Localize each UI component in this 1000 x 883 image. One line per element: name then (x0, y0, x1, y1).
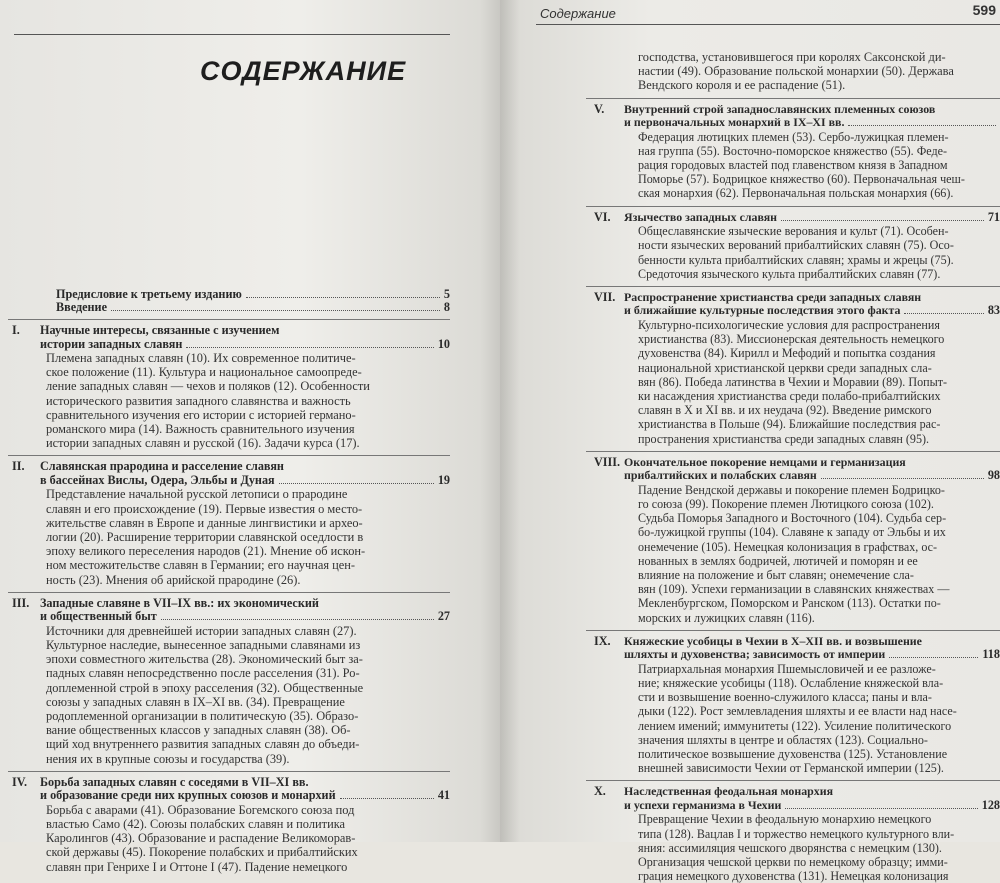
section-title: Язычество западных славян (624, 209, 778, 224)
toc-body-line: лением имений; иммунитеты (122). Усиление политического (638, 718, 952, 733)
toc-body-line: политическое возвышение духовенства (125). Установление (638, 747, 948, 762)
toc-page-number: 8 (443, 300, 450, 314)
toc-body-line: логии (20). Расширение территории славянской оседлости в (46, 530, 364, 545)
section-title: Распространение христианства среди западных славян (624, 289, 922, 304)
leader-dots (186, 347, 433, 348)
toc-entry-introduction[interactable] (6, 301, 450, 314)
section-body (638, 483, 1000, 625)
section-divider (8, 455, 450, 456)
section-title: и общественный быт (40, 609, 157, 624)
toc-body-line: властью Само (42). Союзы полабских славян и политика (46, 817, 346, 832)
toc-section[interactable] (584, 103, 1000, 201)
toc-page-number: 19 (437, 472, 450, 487)
section-title: Научные интересы, связанные с изучением (40, 323, 280, 337)
left-header-rule (14, 34, 450, 35)
toc-body-line: родоплеменной организации в политическую (35). Образо- (46, 709, 359, 724)
toc-body-line: го союза (99). Покорение племен Лютицкого союза (102). (638, 496, 934, 511)
toc-page-number: 83 (987, 303, 1000, 318)
toc-right (584, 50, 1000, 883)
section-number: II. (12, 459, 25, 474)
section-heading (584, 291, 1000, 318)
leader-dots (246, 297, 440, 298)
section-divider (586, 780, 1000, 781)
toc-body-line: вание общественных классов у западных славян (38). Об- (46, 723, 351, 738)
section-title: в бассейнах Вислы, Одера, Эльбы и Дуная (40, 472, 275, 487)
toc-body-line: онемечение (105). Немецкая колонизация в графствах, ос- (638, 539, 938, 554)
section-title: Окончательное покорение немцами и германизация (624, 454, 906, 469)
contents-title: СОДЕРЖАНИЕ (200, 56, 407, 86)
leader-dots (781, 220, 984, 221)
section-title: Княжеские усобицы в Чехии в X–XII вв. и возвышение (624, 633, 922, 648)
section-number: VI. (594, 209, 611, 224)
leader-dots (340, 798, 434, 799)
section-body (46, 487, 450, 586)
toc-body-line: значения шляхты в центре и областях (123). Социально- (638, 732, 928, 747)
leader-dots (821, 478, 984, 479)
toc-body-line: Превращение Чехии в феодальную монархию немецкого (638, 812, 932, 827)
page-number: 599 (972, 2, 996, 18)
section-number: V. (594, 101, 605, 116)
toc-body-line: внешней зависимости Чехии от Германской империи (125). (638, 761, 944, 776)
toc-page-number: 41 (437, 788, 450, 803)
toc-page-number: 5 (443, 287, 450, 301)
toc-section[interactable] (6, 324, 450, 450)
toc-body-line: национальной христианской церкви среди западных сла- (638, 360, 932, 375)
toc-body-line: ности языческих верований прибалтийских славян (75). Осо- (638, 238, 954, 253)
toc-body-line: Судьба Поморья Западного и Восточного (104). Судьба сер- (638, 511, 947, 526)
toc-body-line: ское положение (11). Культура и национальное самоопреде- (46, 365, 362, 380)
toc-body-line: бо-лужицкой группы (104). Славяне к западу от Эльбы и их (638, 525, 946, 540)
section-divider (586, 286, 1000, 287)
toc-body-line: ная группа (55). Восточно-поморское княжество (55). Феде- (638, 143, 948, 158)
toc-section[interactable] (6, 460, 450, 586)
toc-page-number: 98 (987, 468, 1000, 483)
toc-section[interactable] (584, 211, 1000, 281)
toc-body-line: нения их в крупные союзы и государства (39). (46, 751, 290, 766)
section-heading (6, 597, 450, 624)
section-body (638, 662, 1000, 776)
toc-body-line: яния: ассимиляция чешского дворянства с немецким (130). (638, 840, 942, 855)
section-divider (8, 319, 450, 320)
toc-page-number: 71 (987, 209, 1000, 224)
section-body (638, 812, 1000, 883)
section-heading (584, 211, 1000, 225)
toc-body-line: эпоху великого переселения народов (21). Мнение об искон- (46, 544, 366, 559)
section-number: VII. (594, 289, 616, 304)
toc-body-line: Культурно-психологические условия для распространения (638, 317, 940, 332)
toc-body-line: рация городовых властей под главенством князя в Западном (638, 158, 948, 173)
section-heading (584, 103, 1000, 130)
toc-body-line: славян и его происхождение (19). Первые известия о место- (46, 501, 363, 516)
section-title: и успехи германизма в Чехии (624, 797, 782, 812)
section-divider (8, 592, 450, 593)
section-number: III. (12, 595, 30, 610)
toc-body-line: Культурное наследие, вынесенное западными славянами из (46, 638, 361, 653)
section-number: IX. (594, 633, 611, 648)
leader-dots (904, 313, 983, 314)
leader-dots (785, 808, 977, 809)
section-body (638, 318, 1000, 446)
toc-section[interactable] (584, 635, 1000, 776)
toc-body-line: исторического развития западного славянства и важность (46, 393, 351, 408)
section-body (46, 803, 450, 874)
toc-body-line: христианства в Польше (94). Ближайшие последствия рас- (638, 417, 941, 432)
toc-body-line: нованных в землях бодричей, лютичей и поморян и ее (638, 553, 918, 568)
toc-section[interactable] (584, 456, 1000, 625)
toc-entry-label: Предисловие к третьему изданию (56, 287, 242, 301)
section-body (638, 130, 1000, 201)
toc-body-line: Представление начальной русской летописи о прародине (46, 487, 348, 502)
toc-left (6, 288, 450, 874)
toc-body-line: жительстве славян в Европе и данные лингвистики и архео- (46, 515, 363, 530)
section-divider (586, 98, 1000, 99)
toc-body-line: влияние на положение и быт славян; онемечение сла- (638, 567, 914, 582)
toc-section[interactable] (584, 785, 1000, 883)
section-number: IV. (12, 774, 28, 789)
toc-body-line: сти и возвышение военно-служилого класса; паны и вла- (638, 690, 932, 705)
running-head: Содержание (540, 6, 616, 21)
leader-dots (111, 310, 440, 311)
leader-dots (161, 619, 434, 620)
toc-body-line: сравнительного изучения его истории с историей германо- (46, 407, 356, 422)
section-body (638, 224, 1000, 281)
leader-dots (848, 125, 996, 126)
toc-body-line: ном местожительстве славян в Германии; его научная цен- (46, 558, 356, 573)
section-body (46, 624, 450, 766)
toc-body-line: ность (23). Мнения об арийской прародине (26). (46, 572, 301, 587)
toc-body-line: Федерация лютицких племен (53). Сербо-лужицкая племен- (638, 129, 949, 144)
section-heading (6, 776, 450, 803)
toc-body-line: Племена западных славян (10). Их современное политиче- (46, 351, 356, 365)
continued-section-body (638, 50, 1000, 93)
toc-body-line: грация немецкого духовенства (131). Немецкая колонизация (638, 869, 949, 883)
section-title: Славянская прародина и расселение славян (40, 459, 284, 474)
section-title: шляхты и духовенства; зависимость от империи (624, 647, 886, 662)
toc-body-line: типа (128). Вацлав I и торжество немецкого культурного вли- (638, 826, 955, 841)
section-title: истории западных славян (40, 336, 183, 351)
section-title: Внутренний строй западнославянских племенных союзов (624, 101, 936, 116)
section-divider (586, 206, 1000, 207)
section-title: прибалтийских и полабских славян (624, 468, 817, 483)
toc-body-line: романского мира (14). Важность сравнительного изучения (46, 422, 355, 437)
section-divider (586, 451, 1000, 452)
toc-body-line: падных славян непосредственно после расселения (31). Ро- (46, 666, 360, 681)
toc-body-line: Общеславянские языческие верования и культ (71). Особен- (638, 224, 949, 239)
section-title: Наследственная феодальная монархия (624, 784, 834, 799)
toc-body-line: доплеменной строй в эпоху расселения (32). Общественные (46, 680, 364, 695)
toc-body-line: господства, установившегося при королях Саксонской ди- (638, 50, 946, 64)
toc-body-line: Вендского короля и ее распадение (51). (638, 78, 846, 93)
toc-body-line: ской державы (45). Покорение полабских и прибалтийских (46, 845, 358, 860)
toc-body-line: Борьба с аварами (41). Образование Богемского союза под (46, 802, 355, 817)
toc-body-line: вян (86). Победа латинства в Чехии и Моравии (89). Попыт- (638, 374, 948, 389)
section-title: Борьба западных славян с соседями в VII–XI вв. (40, 774, 309, 789)
toc-page-number: 118 (982, 647, 1000, 662)
toc-body-line: Каролингов (43). Образование и распадение Великоморав- (46, 831, 356, 846)
section-title: и образование среди них крупных союзов и монархий (40, 788, 336, 803)
toc-body-line: эпохи совместного жительства (28). Экономический быт за- (46, 652, 363, 667)
toc-body-line: Средоточия языческого культа прибалтийских славян (77). (638, 266, 941, 281)
toc-body-line: Источники для древнейшей истории западных славян (27). (46, 623, 357, 638)
toc-body-line: славян при Генрихе I и Оттоне I (47). Падение немецкого (46, 859, 348, 874)
toc-body-line: ние; княжеские усобицы (118). Ослабление княжеской вла- (638, 676, 944, 690)
toc-body-line: христианства (83). Миссионерская деятельность немецкого (638, 332, 945, 347)
toc-body-line: вян (109). Успехи германизации в славянских княжествах — (638, 582, 950, 597)
toc-body-line: ки насаждения христианства среди полабо-прибалтийских (638, 388, 941, 403)
toc-body-line: морских и лужицких славян (116). (638, 610, 815, 625)
toc-entry-label: Введение (56, 300, 107, 314)
toc-page-number: 27 (437, 609, 450, 624)
toc-section[interactable] (6, 597, 450, 766)
section-divider (586, 630, 1000, 631)
toc-body-line: славян в X и XI вв. и их неудача (92). Введение римского (638, 403, 932, 418)
right-header-rule (536, 24, 1000, 25)
toc-body-line: щий ход внутреннего развития западных славян до объеди- (46, 737, 360, 752)
toc-body-line: пространения христианства среди западных славян (95). (638, 431, 930, 446)
toc-body-line: ление западных славян — чехов и поляков (12). Особенности (46, 379, 370, 394)
toc-body-line: духовенства (84). Кирилл и Мефодий и попытка создания (638, 346, 936, 361)
leader-dots (889, 657, 978, 658)
section-number: X. (594, 784, 606, 799)
section-heading (584, 456, 1000, 483)
section-title: и первоначальных монархий в IX–XI вв. (624, 115, 845, 130)
section-number: I. (12, 323, 20, 337)
toc-page-number: 128 (981, 797, 1000, 812)
toc-body-line: истории западных славян и русской (16). Задачи курса (17). (46, 436, 360, 451)
section-body (46, 351, 450, 450)
toc-section[interactable] (584, 291, 1000, 446)
toc-body-line: Организация чешской церкви по немецкому образцу; имми- (638, 855, 948, 870)
leader-dots (279, 483, 434, 484)
toc-body-line: настии (49). Образование польской монархии (50). Держава (638, 64, 954, 79)
toc-section[interactable] (6, 776, 450, 874)
toc-body-line: союзы у западных славян в IX–XI вв. (34). Превращение (46, 694, 345, 709)
section-heading (584, 635, 1000, 662)
section-heading (6, 324, 450, 351)
toc-body-line: дыки (122). Рост землевладения шляхты и ее власти над насе- (638, 704, 957, 719)
section-heading (6, 460, 450, 487)
toc-body-line: Поморье (57). Бодрицкое княжество (60). Первоначальная чеш- (638, 172, 965, 187)
section-title: Западные славяне в VII–IX вв.: их экономический (40, 595, 319, 610)
toc-body-line: Патриархальная монархия Пшемысловичей и ее разложе- (638, 661, 936, 676)
toc-body-line: ская монархия (62). Первоначальная польская монархия (66). (638, 186, 954, 201)
section-number: VIII. (594, 454, 621, 469)
section-title: и ближайшие культурные последствия этого факта (624, 303, 901, 318)
toc-page-number: 10 (437, 336, 450, 351)
toc-body-line: Падение Вендской державы и покорение племен Бодрицко- (638, 482, 945, 497)
section-heading (584, 785, 1000, 812)
section-divider (8, 771, 450, 772)
toc-body-line: Мекленбургском, Поморском и Ранском (113). Остатки по- (638, 596, 941, 611)
toc-body-line: бенности культа прибалтийских славян; храмы и жрецы (75). (638, 252, 954, 267)
